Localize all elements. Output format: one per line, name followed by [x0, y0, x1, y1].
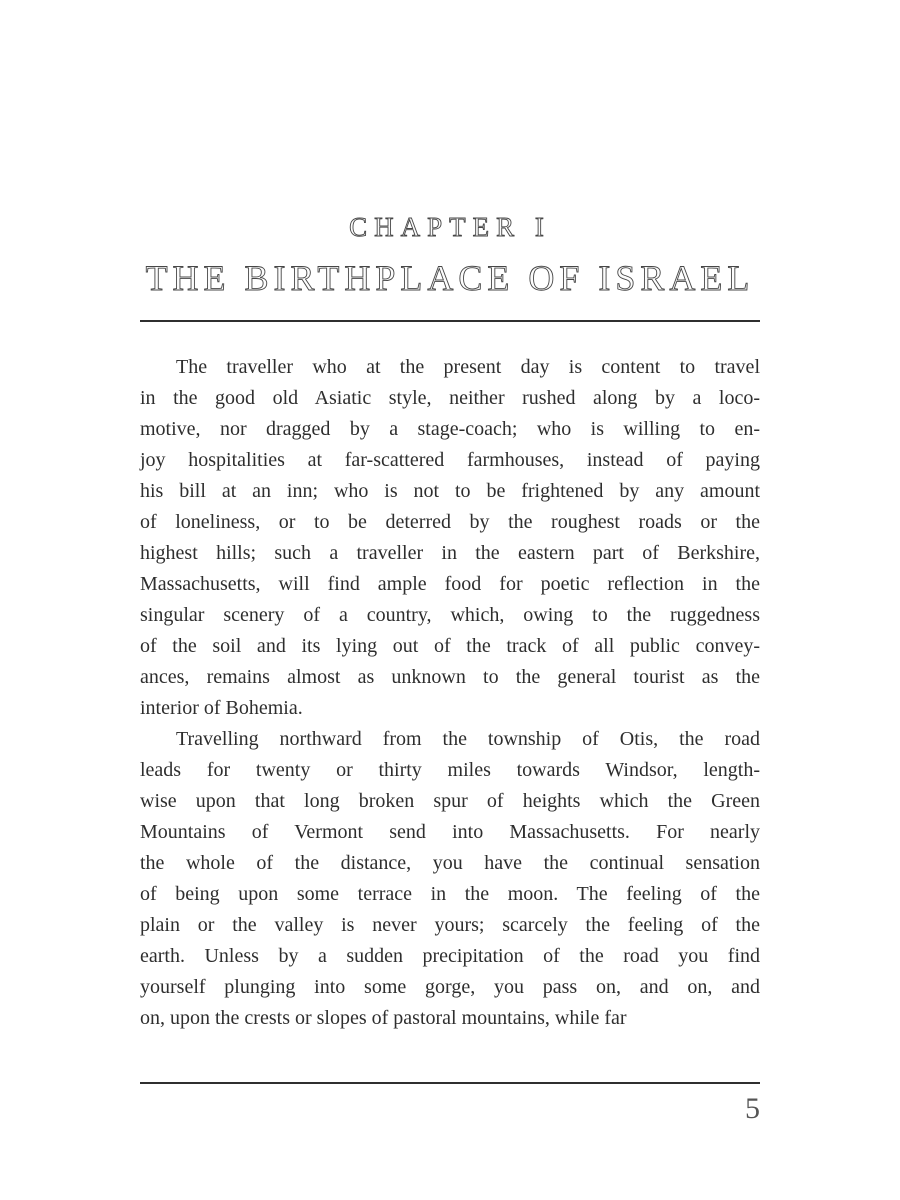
text-line: highest hills; such a traveller in the eastern part of Berkshire,	[140, 542, 760, 564]
chapter-title: THE BIRTHPLACE OF ISRAEL	[145, 258, 755, 298]
text-line: motive, nor dragged by a stage-coach; who is willing to en-	[140, 418, 760, 440]
text-line: ances, remains almost as unknown to the general tourist as the	[140, 666, 760, 688]
text-line: Massachusetts, will find ample food for poetic reflection in the	[140, 573, 760, 595]
text-line: yourself plunging into some gorge, you pass on, and on, and	[140, 976, 760, 998]
body-text	[140, 352, 760, 1034]
text-line: Mountains of Vermont send into Massachusetts. For nearly	[140, 821, 760, 843]
text-line: wise upon that long broken spur of heights which the Green	[140, 790, 760, 812]
text-line: of the soil and its lying out of the track of all public convey-	[140, 635, 760, 657]
text-line: plain or the valley is never yours; scarcely the feeling of the	[140, 914, 760, 936]
page-content	[140, 0, 760, 1126]
footer-rule	[140, 1082, 760, 1084]
text-line: joy hospitalities at far-scattered farmhouses, instead of paying	[140, 449, 760, 471]
text-line: his bill at an inn; who is not to be frightened by any amount	[140, 480, 760, 502]
chapter-heading-block	[140, 0, 760, 300]
header-rule	[140, 320, 760, 322]
text-line: leads for twenty or thirty miles towards Windsor, length-	[140, 759, 760, 781]
text-line: earth. Unless by a sudden precipitation of the road you find	[140, 945, 760, 967]
text-line: in the good old Asiatic style, neither rushed along by a loco-	[140, 387, 760, 409]
page-number: 5	[745, 1092, 760, 1125]
text-line: Travelling northward from the township of Otis, the road	[176, 728, 760, 750]
text-line: the whole of the distance, you have the continual sensation	[140, 852, 760, 874]
text-line: of loneliness, or to be deterred by the roughest roads or the	[140, 511, 760, 533]
text-line: singular scenery of a country, which, owing to the ruggedness	[140, 604, 760, 626]
text-line: of being upon some terrace in the moon. The feeling of the	[140, 883, 760, 905]
text-line: on, upon the crests or slopes of pastoral mountains, while far	[140, 1007, 627, 1029]
chapter-number: CHAPTER I	[349, 212, 551, 242]
text-line: The traveller who at the present day is content to travel	[176, 356, 760, 378]
text-line: interior of Bohemia.	[140, 697, 303, 719]
